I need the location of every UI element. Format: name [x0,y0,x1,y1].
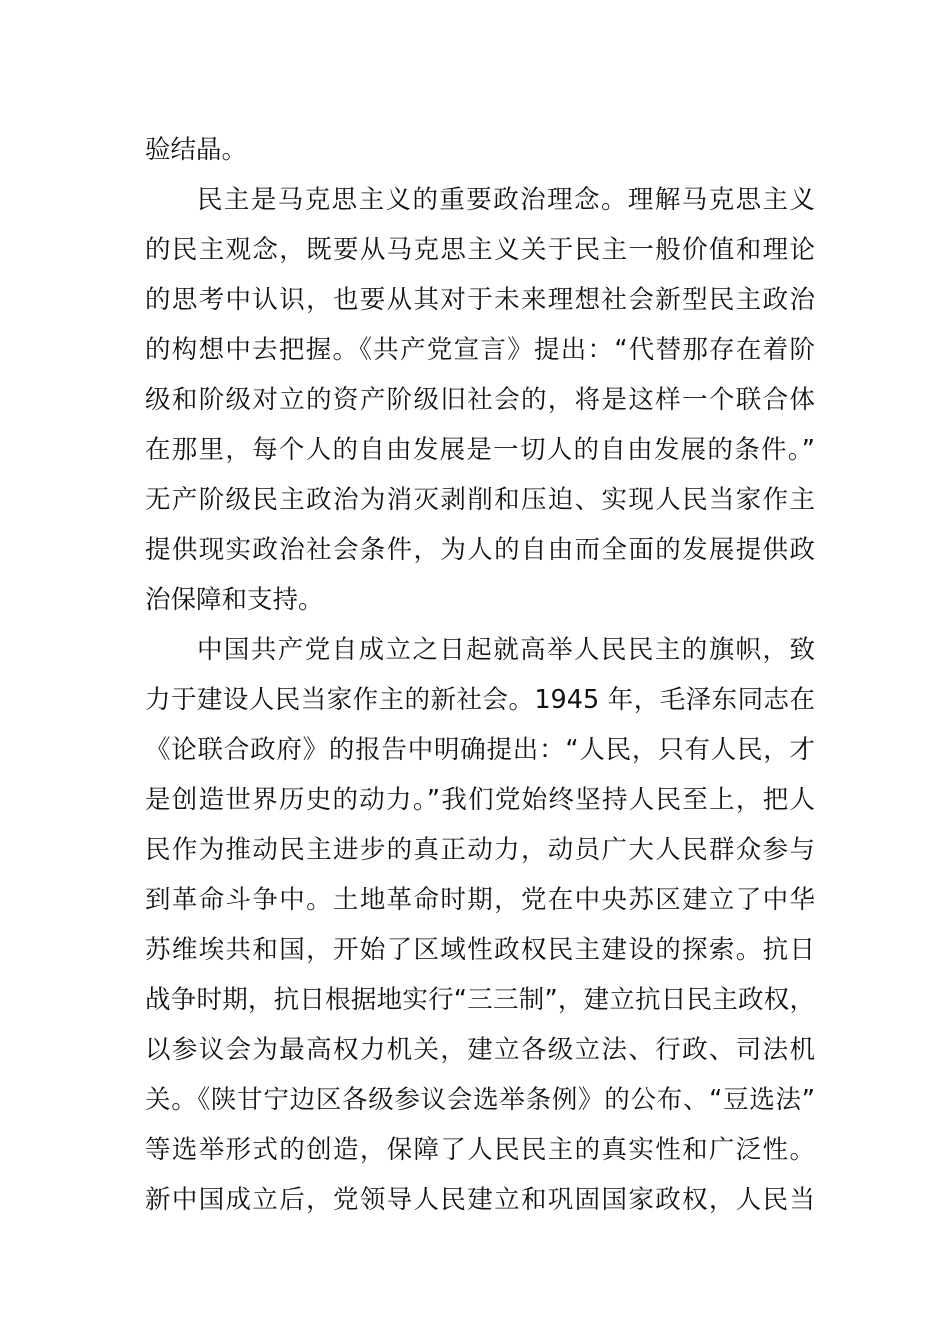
text-line: 的思考中认识，也要从其对于未来理想社会新型民主政治 [145,285,815,315]
text-line: 民主是马克思主义的重要政治理念。理解马克思主义 [197,185,815,215]
text-line: 战争时期，抗日根据地实行“三三制”，建立抗日民主政权， [145,985,815,1015]
text-line: 新中国成立后，党领导人民建立和巩固国家政权，人民当 [145,1185,815,1215]
text-line: 治保障和支持。 [145,585,324,615]
text-line: 中国共产党自成立之日起就高举人民民主的旗帜，致 [197,635,815,665]
text-line: 级和阶级对立的资产阶级旧社会的，将是这样一个联合体 [145,385,815,415]
text-line: 民作为推动民主进步的真正动力，动员广大人民群众参与 [145,835,815,865]
text-line: 以参议会为最高权力机关，建立各级立法、行政、司法机 [145,1035,815,1065]
text-line: 是创造世界历史的动力。”我们党始终坚持人民至上，把人 [145,785,815,815]
text-line: 无产阶级民主政治为消灭剥削和压迫、实现人民当家作主 [145,485,815,515]
text-line: 验结晶。 [145,135,248,165]
text-line: 在那里，每个人的自由发展是一切人的自由发展的条件。” [145,435,815,465]
text-line: 力于建设人民当家作主的新社会。1945 年，毛泽东同志在 [145,685,815,715]
text-line: 的民主观念，既要从马克思主义关于民主一般价值和理论 [145,235,815,265]
document-body [145,125,815,1225]
text-line: 的构想中去把握。《共产党宣言》提出：“代替那存在着阶 [145,335,815,365]
text-line: 苏维埃共和国，开始了区域性政权民主建设的探索。抗日 [145,935,815,965]
text-line: 《论联合政府》的报告中明确提出：“人民，只有人民，才 [145,735,815,765]
text-line: 关。《陕甘宁边区各级参议会选举条例》的公布、“豆选法” [145,1085,815,1115]
text-line: 到革命斗争中。土地革命时期，党在中央苏区建立了中华 [145,885,815,915]
text-line: 等选举形式的创造，保障了人民民主的真实性和广泛性。 [145,1135,815,1165]
text-line: 提供现实政治社会条件，为人的自由而全面的发展提供政 [145,535,815,565]
